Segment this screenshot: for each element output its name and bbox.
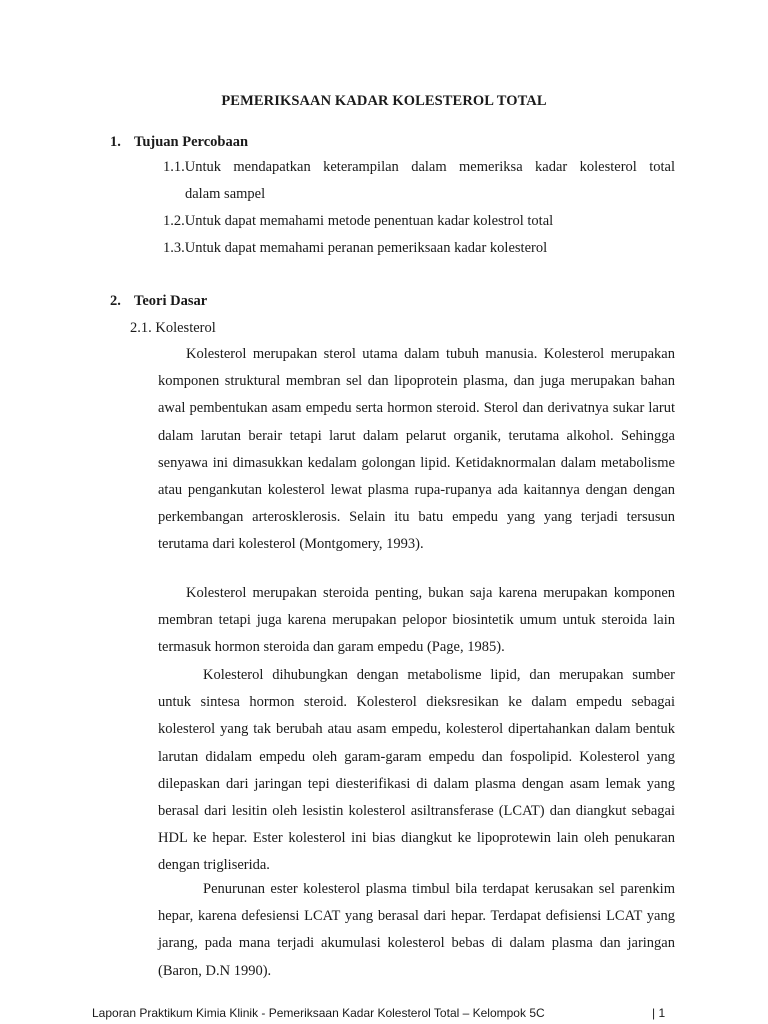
section-number: 2. [110,293,121,309]
section-title: Teori Dasar [134,293,208,309]
paragraph-4: Penurunan ester kolesterol plasma timbul bila terdapat kerusakan sel parenkim hepar, karena defesiensi LCAT yang berasal dari hepar. Terdapat defisiensi LCAT yang jarang, pada mana terjadi akumulasi kolesterol bebas di dalam plasma dan jaringan (Baron, D.N 1990). [158,881,675,979]
page-number: | 1 [652,1006,666,1020]
subsection-heading: 2.1. Kolesterol [130,320,216,336]
section-heading-teori [110,293,207,310]
section-number: 1. [110,134,121,150]
section-heading-tujuan [110,134,248,151]
list-item-text: 1.1.Untuk mendapatkan keterampilan dalam memeriksa kadar kolesterol total [163,159,675,175]
list-item-continuation: dalam sampel [185,186,266,202]
list-item-1-3: 1.3.Untuk dapat memahami peranan pemeriksaan kadar kolesterol [163,240,548,256]
list-item-1-2: 1.2.Untuk dapat memahami metode penentuan kadar kolestrol total [163,213,554,229]
paragraph-2: Kolesterol merupakan steroida penting, bukan saja karena merupakan komponen membran tetapi juga karena merupakan pelopor biosintetik umum untuk steroida lain termasuk hormon steroida dan garam empedu (Page, 1985). [158,585,675,656]
page-footer: Laporan Praktikum Kimia Klinik - Pemeriksaan Kadar Kolesterol Total – Kelompok 5C [92,1006,545,1020]
section-title: Tujuan Percobaan [134,134,249,150]
document-title: PEMERIKSAAN KADAR KOLESTEROL TOTAL [221,93,547,109]
paragraph-3: Kolesterol dihubungkan dengan metabolisme lipid, dan merupakan sumber untuk sintesa hormon steroid. Kolesterol dieksresikan ke dalam empedu sebagai kolesterol yang tak berubah atau asam empedu, kolesterol dipertahankan dalam bentuk larutan didalam empedu oleh garam-garam empedu dan fospolipid. Kolesterol yang dilepaskan dari jaringan tepi diesterifikasi di dalam plasma dengan asam lemak yang berasal dari lesitin oleh lesistin kolesterol asiltransferase (LCAT) dan diangkut sebagai HDL ke hepar. Ester kolesterol ini bias diangkut ke lipoprotewin lain oleh penukaran dengan trigliserida. [158,667,675,874]
paragraph-1: Kolesterol merupakan sterol utama dalam tubuh manusia. Kolesterol merupakan komponen struktural membran sel dan lipoprotein plasma, dan juga merupakan bahan awal pembentukan asam empedu serta hormon steroid. Sterol dan derivatnya sukar larut dalam larutan berair tetapi larut dalam pelarut organik, terutama alkohol. Sehingga senyawa ini dimasukkan kedalam golongan lipid. Ketidaknormalan dalam metabolisme atau pengankutan kolesterol lewat plasma rupa-rupanya ada kaitannya dengan dengan perkembangan arterosklerosis. Selain itu batu empedu yang yang terjadi tersusun terutama dari kolesterol (Montgomery, 1993). [158,346,675,553]
list-item-1-1 [163,154,675,208]
